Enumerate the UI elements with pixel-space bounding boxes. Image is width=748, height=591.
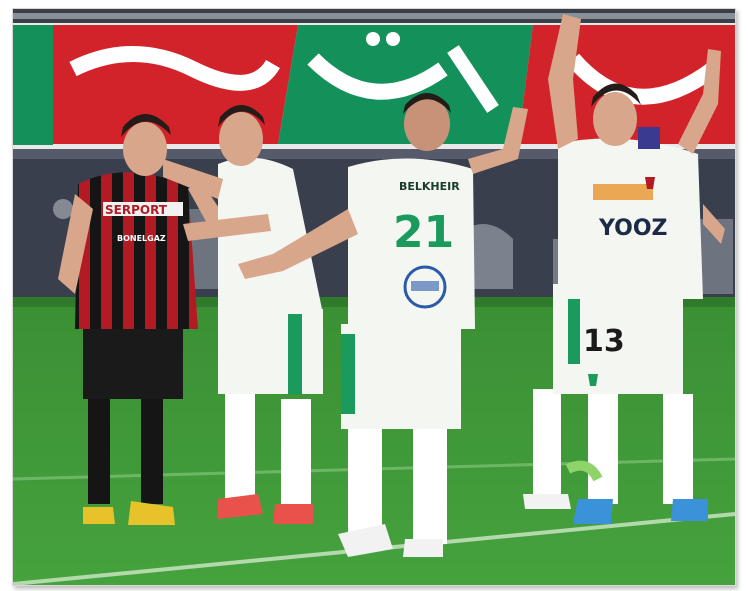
match-photo bbox=[12, 8, 736, 586]
player-13-sponsor: YOOZ bbox=[599, 216, 668, 241]
opponent-sponsor: SERPORT bbox=[105, 203, 167, 217]
photo-illustration bbox=[13, 9, 735, 585]
player-21-name: BELKHEIR bbox=[399, 180, 460, 193]
player-21-number: 21 bbox=[393, 207, 455, 258]
player-13-number: 13 bbox=[583, 324, 625, 359]
opponent-sponsor-secondary: BONELGAZ bbox=[117, 234, 166, 243]
